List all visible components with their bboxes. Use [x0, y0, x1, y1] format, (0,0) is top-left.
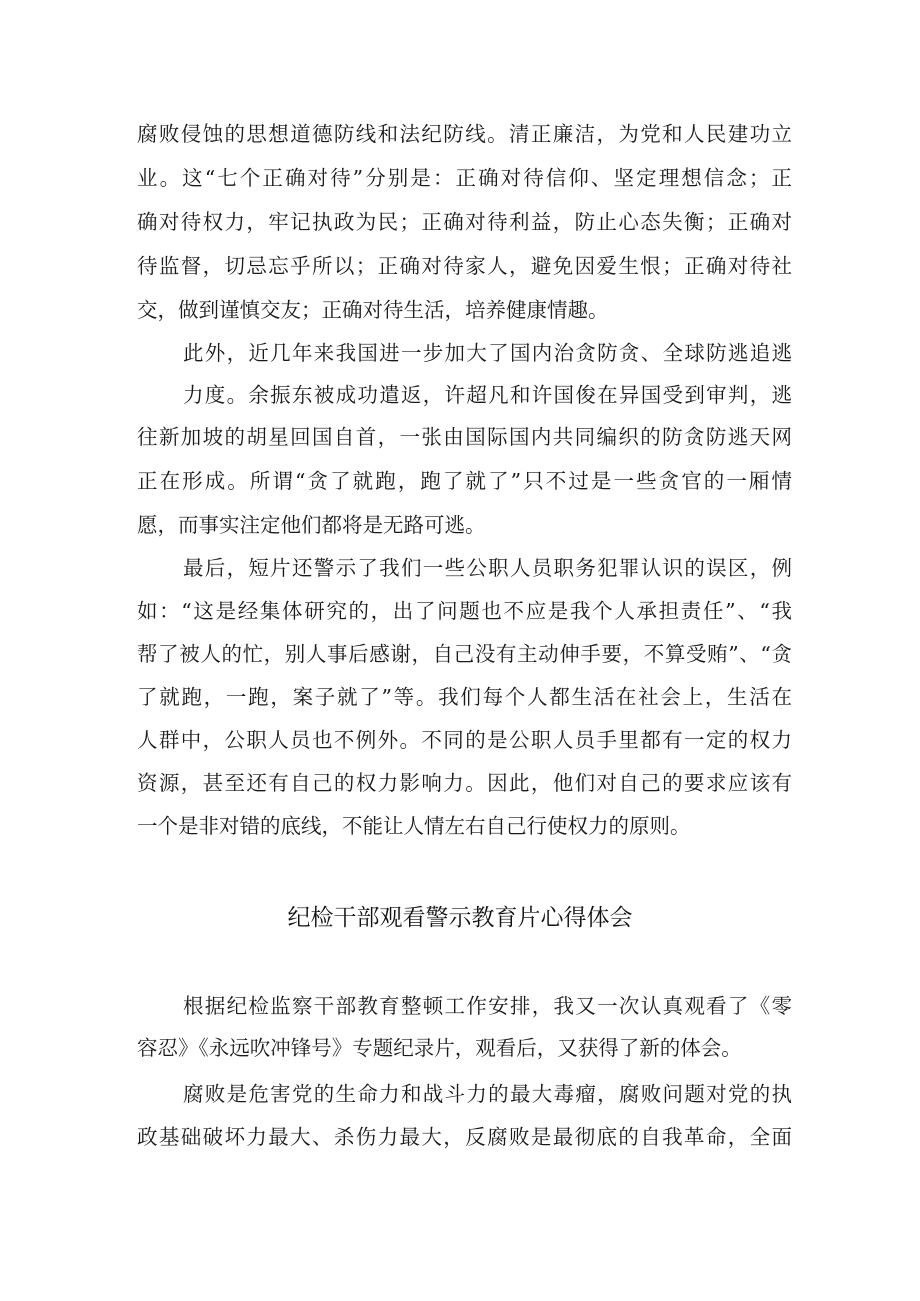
- text-line: 一个是非对错的底线，不能让人情左右自己行使权力的原则。: [137, 814, 691, 838]
- text-line: 政基础破坏力最大、杀伤力最大，反腐败是最彻底的自我革命，全面: [137, 1125, 792, 1149]
- text-line: 确对待权力，牢记执政为民；正确对待利益，防止心态失衡；正确对: [137, 210, 792, 234]
- text-line: 如：“这是经集体研究的，出了问题也不应是我个人承担责任”、“我: [137, 599, 792, 623]
- text-line: 腐败侵蚀的思想道德防线和法纪防线。清正廉洁，为党和人民建功立: [137, 122, 792, 146]
- text-line: 愿，而事实注定他们都将是无路可逃。: [137, 513, 486, 537]
- text-line: 帮了被人的忙，别人事后感谢，自己没有主动伸手要，不算受贿”、“贪: [137, 642, 792, 666]
- text-line: 待监督，切忌忘乎所以；正确对待家人，避免因爱生恨；正确对待社: [137, 254, 792, 278]
- text-line: 交，做到谨慎交友；正确对待生活，培养健康情趣。: [137, 298, 609, 322]
- text-line: 力度。余振东被成功遣返，许超凡和许国俊在异国受到审判，逃: [183, 383, 792, 407]
- text-line: 腐败是危害党的生命力和战斗力的最大毒瘤，腐败问题对党的执: [183, 1082, 792, 1106]
- text-line: 此外，近几年来我国进一步加大了国内治贪防贪、全球防逃追逃: [183, 341, 792, 365]
- text-line: 正在形成。所谓“贪了就跑，跑了就了”只不过是一些贪官的一厢情: [137, 469, 792, 493]
- text-line: 了就跑，一跑，案子就了”等。我们每个人都生活在社会上，生活在: [137, 685, 792, 709]
- text-line: 业。这“七个正确对待”分别是：正确对待信仰、坚定理想信念；正: [137, 166, 792, 190]
- text-line: 容忍》《永远吹冲锋号》专题纪录片，观看后，又获得了新的体会。: [137, 1036, 742, 1060]
- text-line: 往新加坡的胡星回国自首，一张由国际国内共同编织的防贪防逃天网: [137, 425, 792, 449]
- text-line: 人群中，公职人员也不例外。不同的是公职人员手里都有一定的权力: [137, 728, 792, 752]
- text-line: 根据纪检监察干部教育整顿工作安排，我又一次认真观看了《零: [183, 994, 792, 1018]
- text-line: 资源，甚至还有自己的权力影响力。因此，他们对自己的要求应该有: [137, 771, 792, 795]
- section-heading: 纪检干部观看警示教育片心得体会: [287, 905, 633, 931]
- text-line: 最后，短片还警示了我们一些公职人员职务犯罪认识的误区，例: [183, 556, 792, 580]
